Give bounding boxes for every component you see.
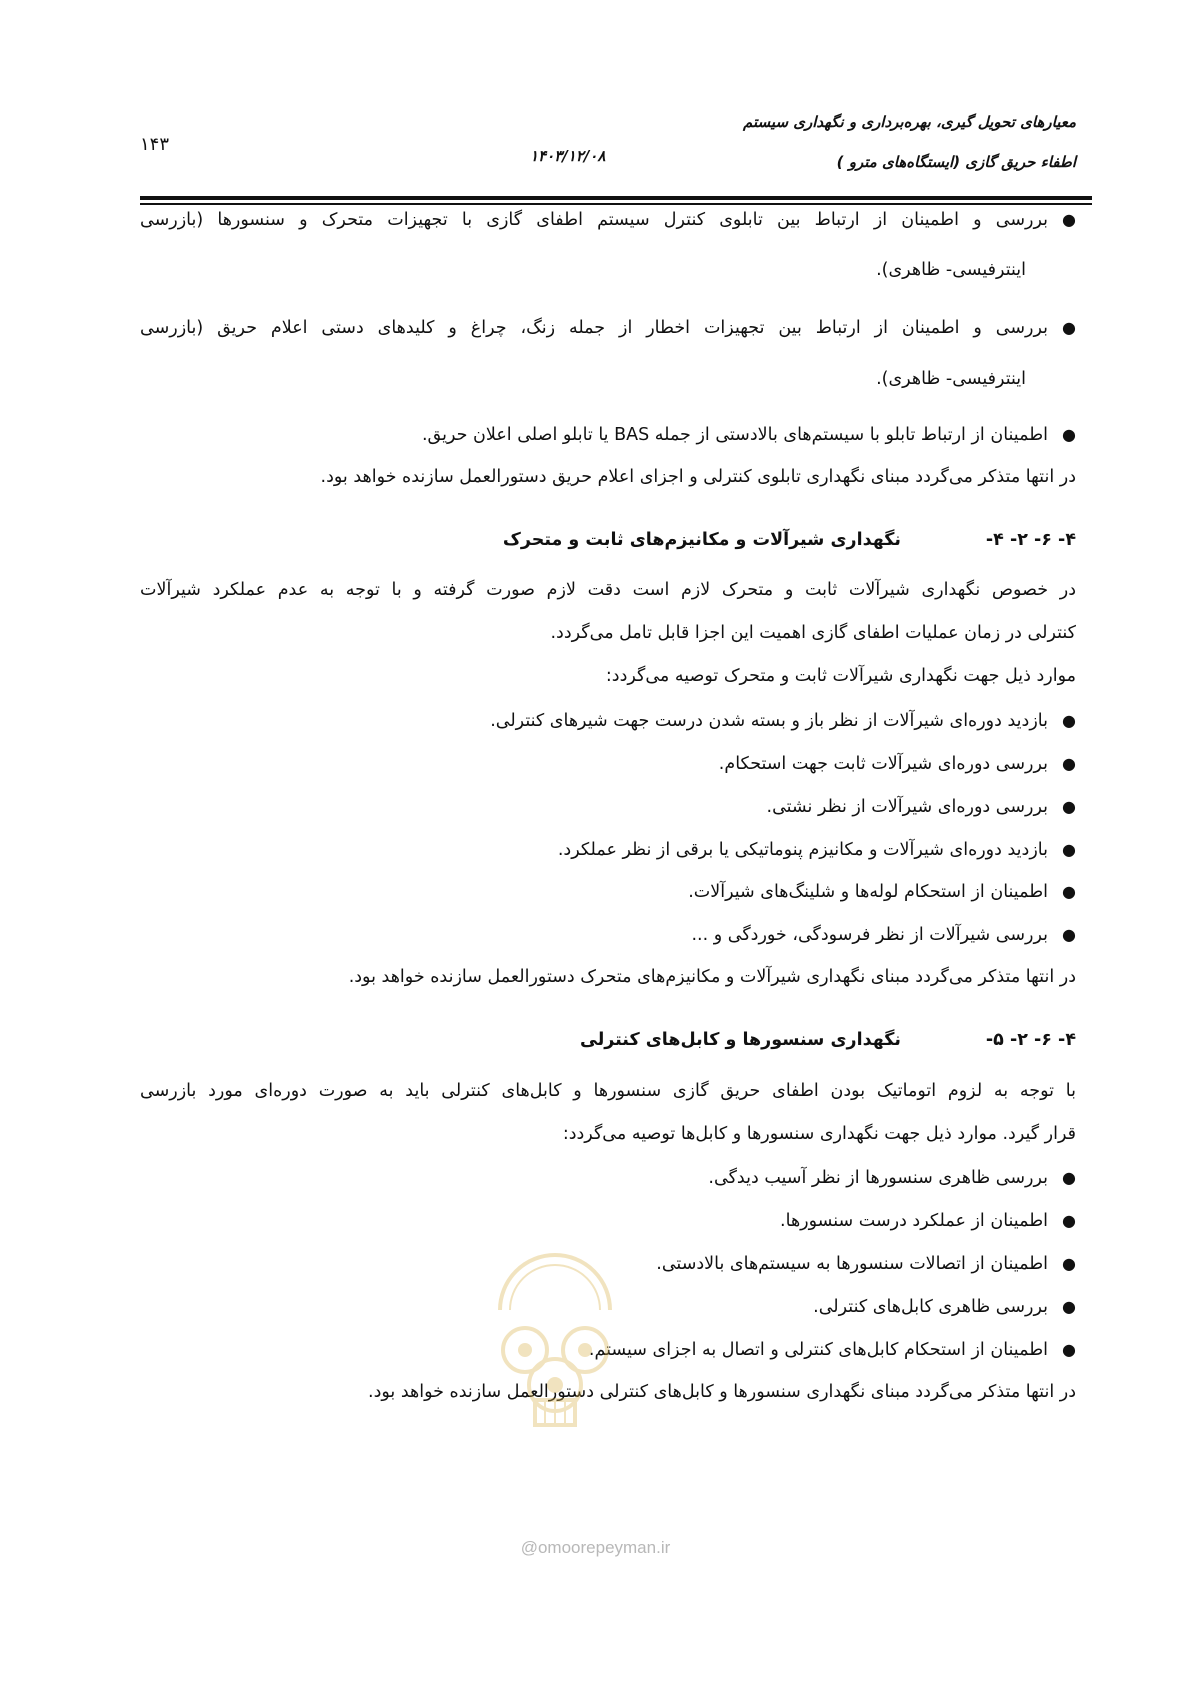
- bullet-icon: ●: [1062, 711, 1076, 730]
- bullet-icon: ●: [1062, 1211, 1076, 1230]
- header-rule-thick: [140, 196, 1092, 200]
- bullet-icon: ●: [1062, 797, 1076, 816]
- list-item: ●بررسی دوره‌ای شیرآلات ثابت جهت استحکام.: [719, 749, 1076, 779]
- header-title-line2: اطفاء حریق گازی (ایستگاه‌های مترو ): [836, 153, 1076, 171]
- bullet-icon: ●: [1062, 1168, 1076, 1187]
- bullet-icon: ●: [1062, 1297, 1076, 1316]
- bullet-icon: ●: [1062, 882, 1076, 901]
- list-item: ●بازدید دوره‌ای شیرآلات و مکانیزم پنوماتیکی یا برقی از نظر عملکرد.: [558, 835, 1076, 865]
- paragraph-line: در خصوص نگهداری شیرآلات ثابت و متحرک لازم است دقت لازم صورت گرفته و با توجه به عدم عملکرد شیرآلات: [140, 580, 1076, 600]
- list-item: ●اطمینان از عملکرد درست سنسورها.: [780, 1206, 1076, 1236]
- bullet-icon: ●: [1062, 1340, 1076, 1359]
- section-title: نگهداری شیرآلات و مکانیزم‌های ثابت و متحرک: [502, 530, 901, 550]
- list-item: ●بررسی ظاهری کابل‌های کنترلی.: [813, 1292, 1076, 1322]
- paragraph-intro: موارد ذیل جهت نگهداری شیرآلات ثابت و متحرک توصیه می‌گردد:: [605, 666, 1076, 686]
- section-number: ۴- ۶- ۲- ۵-: [985, 1030, 1076, 1050]
- paragraph-line: قرار گیرد. موارد ذیل جهت نگهداری سنسورها و کابل‌ها توصیه می‌گردد:: [562, 1124, 1076, 1144]
- watermark-logo: [480, 1240, 630, 1430]
- list-item: ●بازدید دوره‌ای شیرآلات از نظر باز و بسته شدن درست جهت شیرهای کنترلی.: [490, 706, 1076, 736]
- bullet-icon: ●: [1062, 425, 1076, 444]
- paragraph-line: کنترلی در زمان عملیات اطفای گازی اهمیت این اجزا قابل تامل می‌گردد.: [550, 623, 1076, 643]
- paragraph-note: در انتها متذکر می‌گردد مبنای نگهداری سنسورها و کابل‌های کنترلی دستورالعمل سازنده خواهد بود.: [368, 1382, 1076, 1402]
- list-item: ●اطمینان از اتصالات سنسورها به سیستم‌های بالادستی.: [656, 1249, 1076, 1279]
- paragraph-line: با توجه به لزوم اتوماتیک بودن اطفای حریق گازی سنسورها و کابل‌های کنترلی باید به صورت دوره‌ای مورد بازرسی: [140, 1081, 1076, 1101]
- list-item: ●بررسی دوره‌ای شیرآلات از نظر نشتی.: [767, 792, 1077, 822]
- bullet-icon: ●: [1062, 754, 1076, 773]
- list-item: ●بررسی ظاهری سنسورها از نظر آسیب دیدگی.: [708, 1163, 1076, 1193]
- watermark-site: @omoorepeyman.ir: [520, 1538, 671, 1557]
- header-title-line1: معیارهای تحویل گیری، بهره‌برداری و نگهداری سیستم: [743, 113, 1076, 131]
- list-item-continuation: اینترفیسی- ظاهری).: [876, 369, 1026, 389]
- list-item: ●بررسی و اطمینان از ارتباط بین تجهیزات اخطار از جمله زنگ، چراغ و کلیدهای دستی اعلام حریق (بازرسی: [140, 313, 1076, 343]
- paragraph-note: در انتها متذکر می‌گردد مبنای نگهداری تابلوی کنترلی و اجزای اعلام حریق دستورالعمل سازنده خواهد بود.: [320, 467, 1076, 487]
- list-item: ●اطمینان از استحکام لوله‌ها و شلینگ‌های شیرآلات.: [688, 877, 1076, 907]
- section-number: ۴- ۶- ۲- ۴-: [985, 530, 1076, 550]
- list-item: ●اطمینان از ارتباط تابلو با سیستم‌های بالادستی از جمله BAS یا تابلو اصلی اعلان حریق.: [422, 420, 1076, 450]
- bullet-icon: ●: [1062, 840, 1076, 859]
- bullet-icon: ●: [1062, 1254, 1076, 1273]
- list-item: ●اطمینان از استحکام کابل‌های کنترلی و اتصال به اجزای سیستم.: [589, 1335, 1076, 1365]
- list-item: ●بررسی و اطمینان از ارتباط بین تابلوی کنترل سیستم اطفای گازی با تجهیزات متحرک و سنسورها (بازرسی: [140, 205, 1076, 235]
- page-number: ۱۴۳: [140, 134, 170, 155]
- header-date: ۱۴۰۳/۱۲/۰۸: [530, 147, 606, 165]
- section-heading: [503, 525, 1076, 555]
- list-item: ●بررسی شیرآلات از نظر فرسودگی، خوردگی و ...: [691, 920, 1076, 950]
- section-heading: [580, 1025, 1076, 1055]
- bullet-icon: ●: [1062, 318, 1076, 337]
- paragraph-note: در انتها متذکر می‌گردد مبنای نگهداری شیرآلات و مکانیزم‌های متحرک دستورالعمل سازنده خواهد بود.: [348, 967, 1076, 987]
- bullet-icon: ●: [1062, 925, 1076, 944]
- list-item-continuation: اینترفیسی- ظاهری).: [876, 260, 1026, 280]
- section-title: نگهداری سنسورها و کابل‌های کنترلی: [580, 1030, 901, 1050]
- bullet-icon: ●: [1062, 210, 1076, 229]
